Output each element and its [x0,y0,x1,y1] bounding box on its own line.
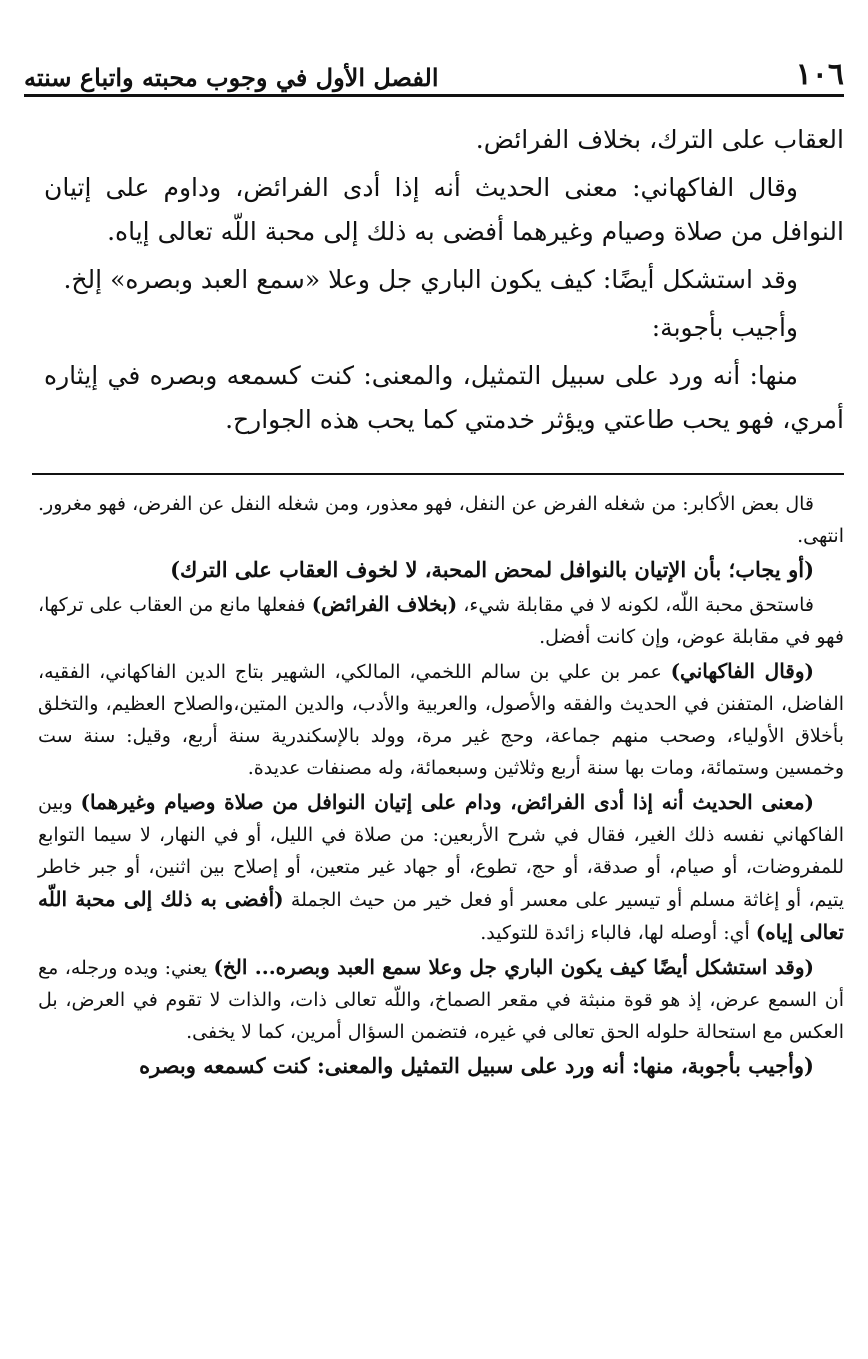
commentary-paragraph [38,951,844,1048]
page-number: ١٠٦ [795,57,844,92]
commentary-quote: (وقد استشكل أيضًا كيف يكون الباري جل وعلا سمع العبد وبصره... الخ) [213,955,814,979]
commentary-heading: (وأجيب بأجوبة، منها: أنه ورد على سبيل التمثيل والمعنى: كنت كسمعه وبصره [139,1053,814,1078]
main-text [44,118,844,446]
commentary-paragraph [38,786,844,949]
commentary-quote: (وقال الفاكهاني) [670,659,814,683]
chapter-title: الفصل الأول في وجوب محبته واتباع سنته [24,63,439,92]
main-paragraph: وقال الفاكهاني: معنى الحديث أنه إذا أدى الفرائض، وداوم على إتيان النوافل من صلاة وصيام وغيرهما أفضى به ذلك إلى محبة اللّه تعالى إياه. [44,173,844,246]
main-paragraph: وقد استشكل أيضًا: كيف يكون الباري جل وعلا «سمع العبد وبصره» إلخ. [63,265,798,294]
footnote-separator [32,473,844,475]
main-paragraph: وأجيب بأجوبة: [651,313,798,342]
commentary-heading: (أو يجاب؛ بأن الإتيان بالنوافل لمحض المحبة، لا لخوف العقاب على الترك) [170,557,814,582]
commentary-text: فاستحق محبة اللّه، لكونه لا في مقابلة شيء، [457,594,815,616]
commentary [38,488,844,1084]
commentary-paragraph [38,588,844,653]
page-header [24,52,844,97]
main-paragraph: منها: أنه ورد على سبيل التمثيل، والمعنى: كنت كسمعه وبصره في إيثاره أمري، فهو يحب طاعتي ويؤثر خدمتي كما يحب هذه الجوارح. [44,361,844,434]
commentary-quote: (بخلاف الفرائض) [311,592,458,616]
commentary-text: ففعلها مانع من العقاب على تركها، فهو في مقابلة عوض، وإن كانت أفضل. [38,594,844,648]
commentary-paragraph [38,655,844,784]
commentary-quote: (أفضى به ذلك إلى محبة اللّه تعالى إياه) [38,887,844,944]
commentary-text: وبين الفاكهاني نفسه ذلك الغير، فقال في شرح الأربعين: من صلاة في الليل، أو في النهار، لا سيما التوابع للمفروضات، أو صيام، أو صدقة، أو حج، تطوع، أو جهاد غير متعين، أو إصلاح بين اثنين، أو جبر خاطر يتيم، أو إغاثة مسلم أو تيسير على معسر أو فعل خير من حيث الجملة [38,792,844,911]
commentary-text: عمر بن علي بن سالم اللخمي، المالكي، الشهير بتاج الدين الفاكهاني، الفقيه، الفاضل، المتفنن في الحديث والفقه والأصول، والعربية والأدب، والدين المتين،والصلاح العظيم، والتخلق بأخلاق الأولياء، وصحب منهم جماعة، وحج غير مرة، وولد بالإسكندرية سنة أربع، وقيل: سنة ست وخمسين وستمائة، ومات بها سنة أربع وثلاثين وسبعمائة، وله مصنفات عديدة. [38,661,844,779]
commentary-paragraph: قال بعض الأكابر: من شغله الفرض عن النفل، فهو معذور، ومن شغله النفل عن الفرض، فهو مغرور. انتهى. [38,493,844,547]
commentary-quote: (معنى الحديث أنه إذا أدى الفرائض، ودام على إتيان النوافل من صلاة وصيام وغيرهما) [80,790,814,814]
main-paragraph: العقاب على الترك، بخلاف الفرائض. [475,125,844,154]
commentary-text: يعني: ويده ورجله، مع أن السمع عرض، إذ هو قوة منبثة في مقعر الصماخ، واللّه تعالى ذات، والذات لا تقوم في العرض، بل العكس مع استحالة حلوله الحق تعالى في غيره، فتضمن السؤال أمرين، كما لا يخفى. [38,957,844,1043]
commentary-text: أي: أوصله لها، فالباء زائدة للتوكيد. [480,922,756,944]
